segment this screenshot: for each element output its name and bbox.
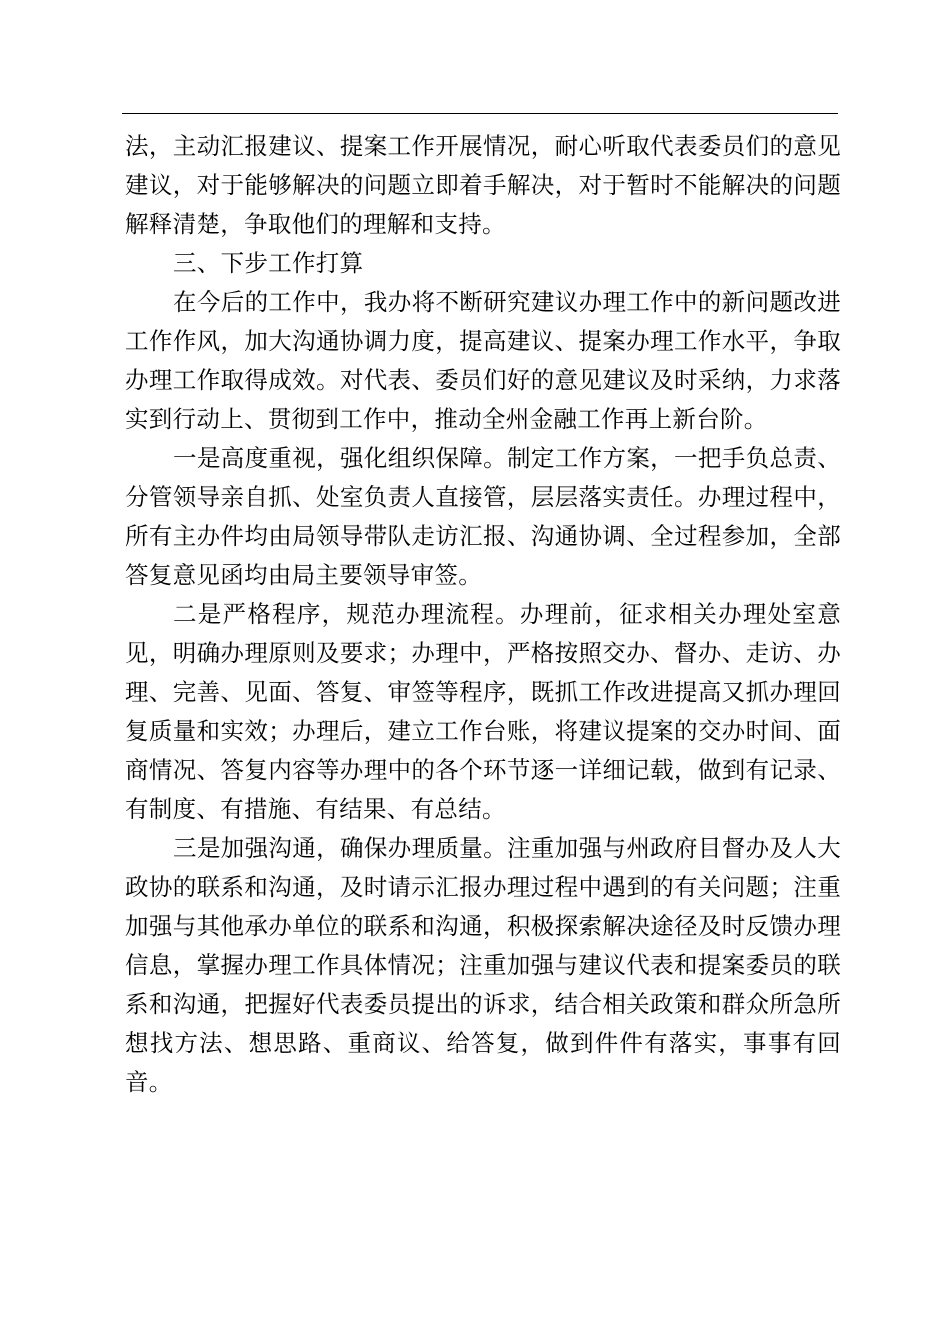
paragraph-plan-intro: 在今后的工作中，我办将不断研究建议办理工作中的新问题改进工作作风，加大沟通协调力度，提高建议、提案办理工作水平，争取办理工作取得成效。对代表、委员们好的意见建议及时采纳，力求落实到行动上、贯彻到工作中，推动全州金融工作再上新台阶。 [125, 288, 841, 433]
header-rule [122, 113, 838, 114]
document-body [125, 127, 841, 1102]
paragraph-point-two: 二是严格程序，规范办理流程。办理前，征求相关办理处室意见，明确办理原则及要求；办理中，严格按照交办、督办、走访、办理、完善、见面、答复、审签等程序，既抓工作改进提高又抓办理回复质量和实效；办理后，建立工作台账，将建议提案的交办时间、面商情况、答复内容等办理中的各个环节逐一详细记载，做到有记录、有制度、有措施、有结果、有总结。 [125, 600, 841, 823]
paragraph-point-three: 三是加强沟通，确保办理质量。注重加强与州政府目督办及人大政协的联系和沟通，及时请示汇报办理过程中遇到的有关问题；注重加强与其他承办单位的联系和沟通，积极探索解决途径及时反馈办理信息，掌握办理工作具体情况；注重加强与建议代表和提案委员的联系和沟通，把握好代表委员提出的诉求，结合相关政策和群众所急所想找方法、想思路、重商议、给答复，做到件件有落实，事事有回音。 [125, 834, 841, 1096]
paragraph-continuation: 法，主动汇报建议、提案工作开展情况，耐心听取代表委员们的意见建议，对于能够解决的问题立即着手解决，对于暂时不能解决的问题解释清楚，争取他们的理解和支持。 [125, 132, 841, 238]
paragraph-point-one: 一是高度重视，强化组织保障。制定工作方案，一把手负总责、分管领导亲自抓、处室负责人直接管，层层落实责任。办理过程中，所有主办件均由局领导带队走访汇报、沟通协调、全过程参加，全部答复意见函均由局主要领导审签。 [125, 444, 841, 589]
section-heading: 三、下步工作打算 [173, 249, 364, 277]
